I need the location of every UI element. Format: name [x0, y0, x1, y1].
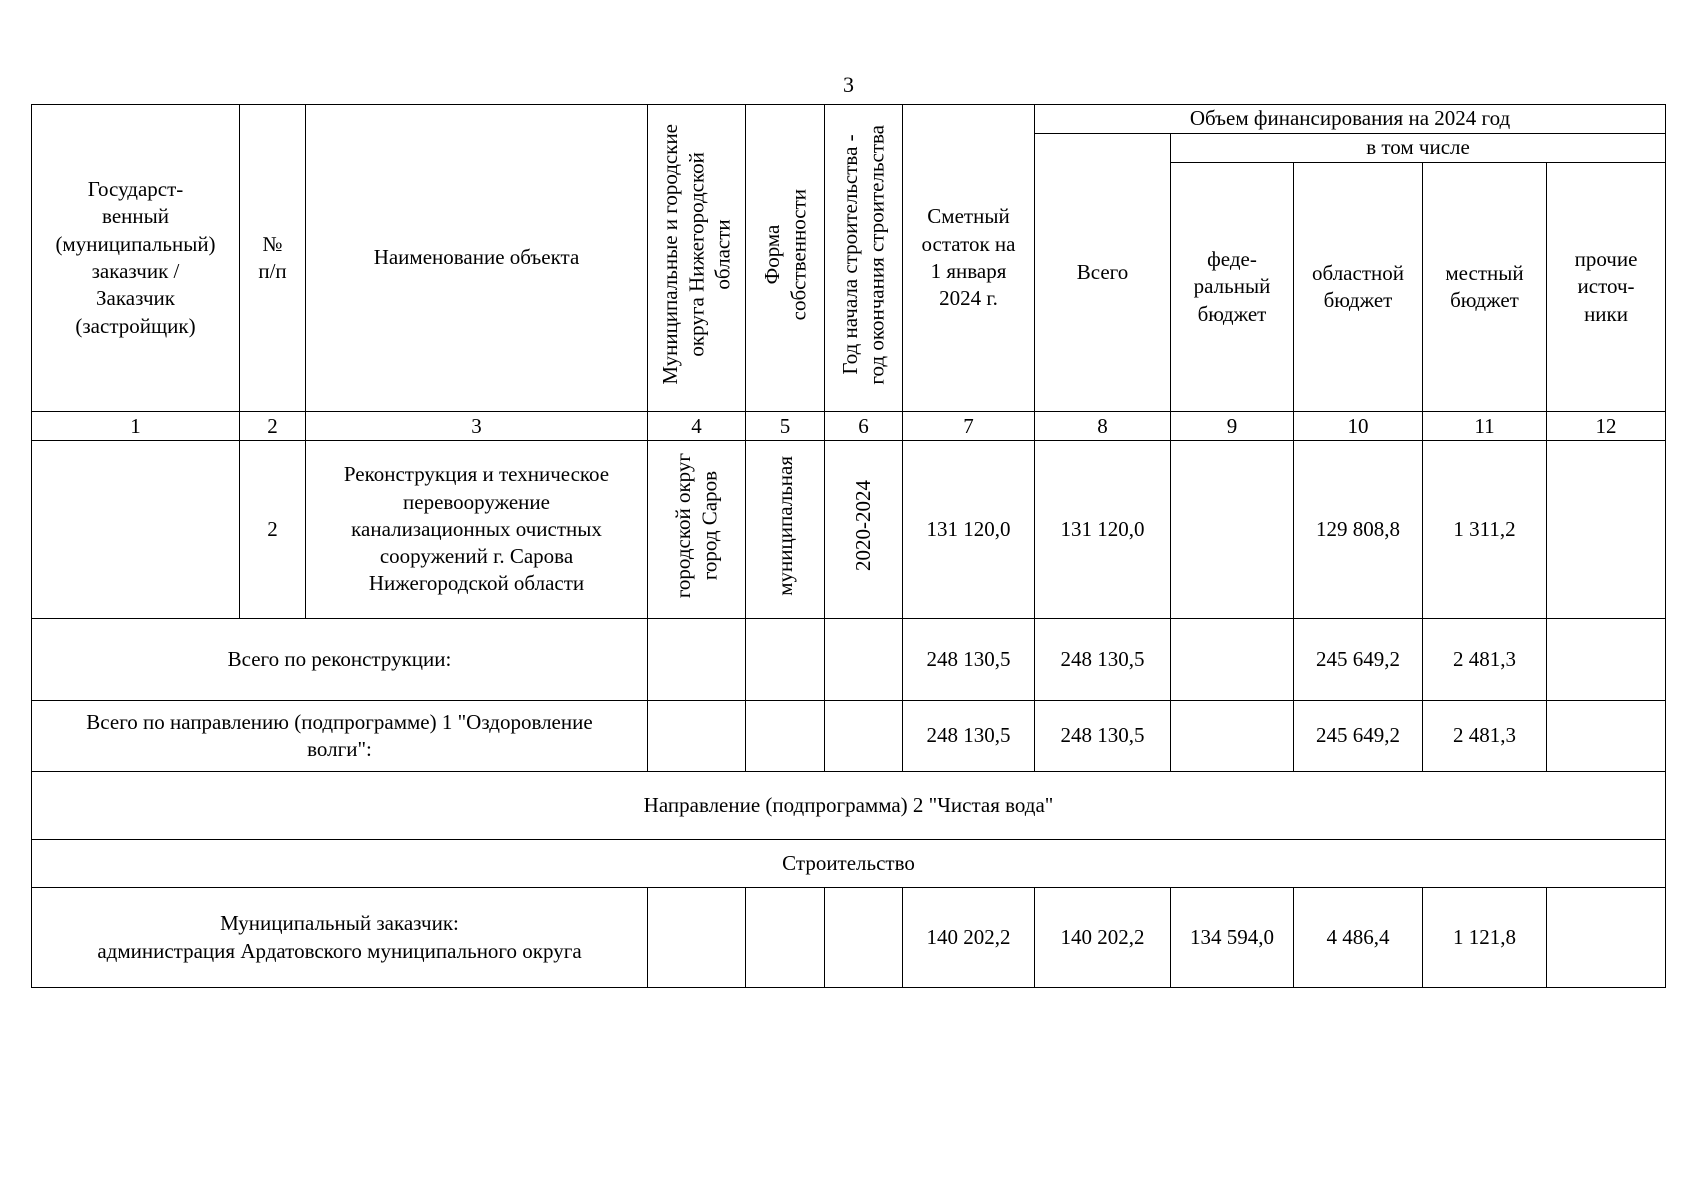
- object-name: Реконструкция и техническое перевооружение канализационных очистных сооружений г. Сарова Нижегородской области: [306, 441, 648, 619]
- object-estimate: 131 120,0: [903, 441, 1035, 619]
- empty-cell: [648, 619, 746, 701]
- object-local: 1 311,2: [1423, 441, 1547, 619]
- reconstruction-other: [1547, 619, 1666, 701]
- reconstruction-regional: 245 649,2: [1294, 619, 1423, 701]
- column-number: 9: [1171, 412, 1294, 441]
- column-number: 10: [1294, 412, 1423, 441]
- reconstruction-local: 2 481,3: [1423, 619, 1547, 701]
- header-years: [825, 105, 903, 412]
- header-including: в том числе: [1171, 134, 1666, 163]
- header-financing-title: Объем финансирования на 2024 год: [1035, 105, 1666, 134]
- direction-estimate: 248 130,5: [903, 701, 1035, 772]
- object-district: [648, 441, 746, 619]
- customer-label: Муниципальный заказчик: администрация Ардатовского муниципального округа: [32, 888, 648, 988]
- customer-row: [32, 888, 1666, 988]
- column-number: 12: [1547, 412, 1666, 441]
- header-total: Всего: [1035, 134, 1171, 412]
- reconstruction-estimate: 248 130,5: [903, 619, 1035, 701]
- header-estimate-balance: Сметный остаток на 1 января 2024 г.: [903, 105, 1035, 412]
- object-ownership-text: муниципальная: [772, 455, 797, 596]
- direction-total-label: Всего по направлению (подпрограмме) 1 "Оздоровление волги":: [32, 701, 648, 772]
- empty-cell: [746, 888, 825, 988]
- column-number: 2: [240, 412, 306, 441]
- column-number: 7: [903, 412, 1035, 441]
- header-object-name: Наименование объекта: [306, 105, 648, 412]
- header-regional: областной бюджет: [1294, 163, 1423, 412]
- empty-cell: [746, 619, 825, 701]
- column-number: 8: [1035, 412, 1171, 441]
- object-total: 131 120,0: [1035, 441, 1171, 619]
- empty-cell: [825, 888, 903, 988]
- column-number: 4: [648, 412, 746, 441]
- construction-title-row: [32, 840, 1666, 888]
- column-number: 11: [1423, 412, 1547, 441]
- direction-other: [1547, 701, 1666, 772]
- page-number: 3: [843, 72, 854, 97]
- object-regional: 129 808,8: [1294, 441, 1423, 619]
- object-district-text: городской округ город Саров: [671, 453, 722, 599]
- financing-table: [31, 104, 1666, 988]
- direction-2-title-row: [32, 772, 1666, 840]
- column-number: 6: [825, 412, 903, 441]
- empty-cell: [825, 619, 903, 701]
- reconstruction-federal: [1171, 619, 1294, 701]
- direction-total-row: [32, 701, 1666, 772]
- header-districts: [648, 105, 746, 412]
- header-ownership-text: Форма собственности: [759, 188, 810, 321]
- direction-total: 248 130,5: [1035, 701, 1171, 772]
- direction-2-title: Направление (подпрограмма) 2 "Чистая вода": [32, 772, 1666, 840]
- customer-regional: 4 486,4: [1294, 888, 1423, 988]
- customer-other: [1547, 888, 1666, 988]
- customer-estimate: 140 202,2: [903, 888, 1035, 988]
- customer-local: 1 121,8: [1423, 888, 1547, 988]
- empty-cell: [648, 701, 746, 772]
- header-years-text: Год начала строительства - год окончания строительства: [838, 124, 889, 385]
- header-customer: Государст- венный (муниципальный) заказчик / Заказчик (застройщик): [32, 105, 240, 412]
- empty-cell: [746, 701, 825, 772]
- reconstruction-total-label: Всего по реконструкции:: [32, 619, 648, 701]
- customer-total: 140 202,2: [1035, 888, 1171, 988]
- header-districts-text: Муниципальные и городские округа Нижегородской области: [658, 124, 735, 385]
- header-ownership: [746, 105, 825, 412]
- object-years: [825, 441, 903, 619]
- object-ownership: [746, 441, 825, 619]
- object-customer: [32, 441, 240, 619]
- header-federal: феде- ральный бюджет: [1171, 163, 1294, 412]
- empty-cell: [825, 701, 903, 772]
- header-local: местный бюджет: [1423, 163, 1547, 412]
- object-years-text: 2020-2024: [851, 480, 876, 572]
- direction-federal: [1171, 701, 1294, 772]
- construction-title: Строительство: [32, 840, 1666, 888]
- object-row: [32, 441, 1666, 619]
- direction-regional: 245 649,2: [1294, 701, 1423, 772]
- reconstruction-total: 248 130,5: [1035, 619, 1171, 701]
- reconstruction-total-row: [32, 619, 1666, 701]
- object-federal: [1171, 441, 1294, 619]
- header-other: прочие источ- ники: [1547, 163, 1666, 412]
- empty-cell: [648, 888, 746, 988]
- column-number: 5: [746, 412, 825, 441]
- object-other: [1547, 441, 1666, 619]
- column-number: 3: [306, 412, 648, 441]
- customer-federal: 134 594,0: [1171, 888, 1294, 988]
- column-numbers-row: [32, 412, 1666, 441]
- column-number: 1: [32, 412, 240, 441]
- object-num: 2: [240, 441, 306, 619]
- header-number: № п/п: [240, 105, 306, 412]
- header-row-1: [32, 105, 1666, 134]
- direction-local: 2 481,3: [1423, 701, 1547, 772]
